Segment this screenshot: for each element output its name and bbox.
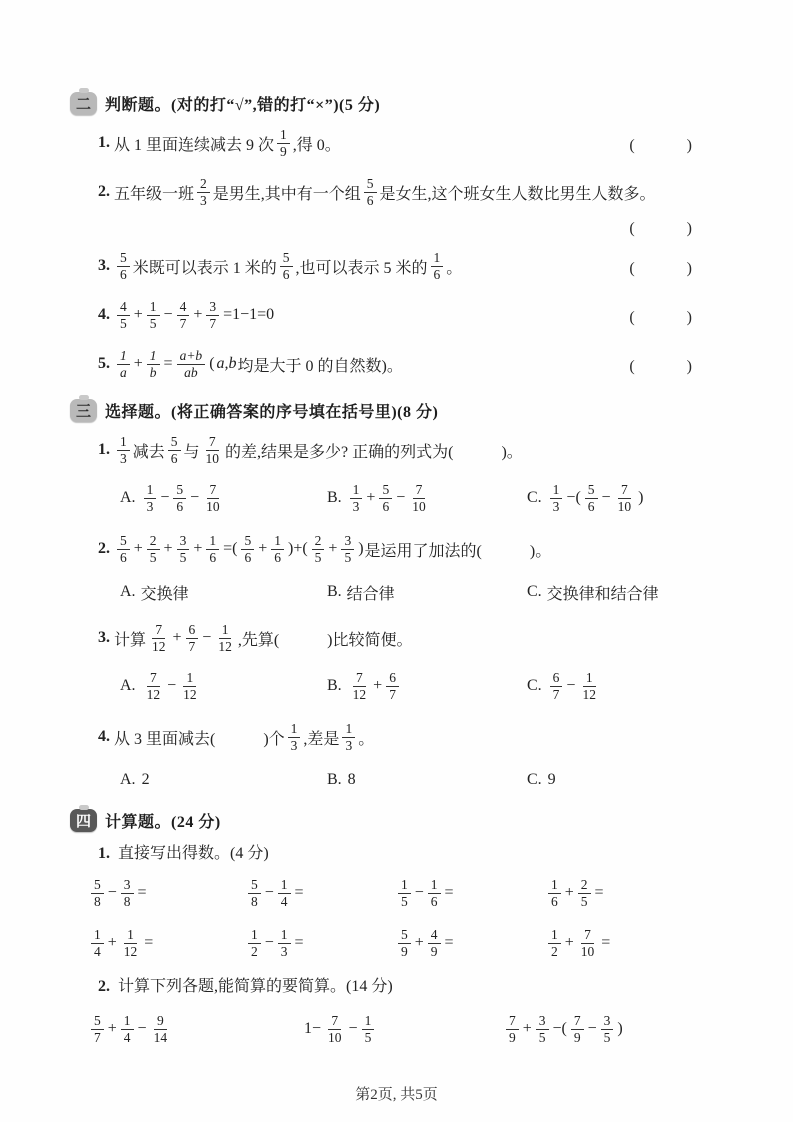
option-text	[347, 771, 357, 789]
fraction: $\frac{1}{12}$	[183, 670, 197, 702]
option-b	[327, 581, 527, 604]
fraction: $\frac{4}{5}$	[117, 299, 130, 330]
section-calculation	[70, 809, 693, 1050]
option-label: A.	[120, 771, 136, 788]
section-header	[70, 809, 693, 832]
text: 计算	[114, 631, 147, 649]
fraction: $\frac{7}{10}$	[580, 927, 595, 959]
math-text: +	[193, 306, 203, 323]
math-text: =	[294, 934, 304, 951]
fraction: $\frac{7}{9}$	[571, 1013, 584, 1044]
text: 的差,结果是多少? 正确的列式为( )。	[225, 443, 523, 461]
answer-bracket: ( )	[629, 357, 693, 375]
fraction: $\frac{7}{12}$	[152, 622, 166, 654]
options-row	[120, 666, 693, 706]
math-text: =	[444, 934, 454, 951]
fraction: $\frac{7}{10}$	[328, 1013, 342, 1045]
question-text	[114, 127, 341, 158]
math-text: −	[348, 1020, 358, 1037]
option-b	[327, 482, 527, 513]
fraction: $\frac{1}{6}$	[206, 533, 219, 564]
judge-question-3	[98, 245, 693, 287]
option-c	[527, 670, 693, 701]
fraction: $\frac{3}{7}$	[206, 299, 219, 330]
math-text: =	[294, 884, 304, 901]
answer-bracket: ( )	[629, 308, 693, 326]
text: 五年级一班	[114, 185, 195, 203]
text: 均是大于 0 的自然数)。	[237, 357, 403, 375]
expression	[303, 1013, 503, 1044]
math-text: 8	[347, 771, 356, 788]
answer-bracket-row	[70, 215, 693, 238]
math-text: +	[107, 934, 117, 951]
section-header	[70, 92, 693, 115]
sub-question-title	[98, 973, 693, 996]
question-number: 3.	[98, 629, 110, 646]
math-text: +	[522, 1020, 532, 1037]
math-text: =	[444, 884, 454, 901]
option-c	[527, 581, 693, 604]
expression	[395, 877, 545, 908]
section-number-badge: 四	[70, 809, 97, 832]
math-text: =	[163, 355, 173, 372]
choice-question-3	[98, 617, 693, 659]
math-text: +	[172, 629, 182, 646]
option-text	[547, 581, 659, 604]
question-number: 4.	[98, 728, 110, 745]
question-number: 5.	[98, 355, 110, 372]
math-text: =	[137, 884, 147, 901]
fraction: $\frac{1}{3}$	[342, 721, 355, 752]
fraction: $\frac{1}{4}$	[121, 1013, 134, 1044]
section-multiple-choice	[70, 399, 693, 795]
text: 。	[358, 730, 375, 748]
math-text: −	[566, 677, 576, 694]
math-text: )	[638, 489, 644, 506]
fraction: $\frac{5}{6}$	[241, 533, 254, 564]
fraction: $\frac{4}{7}$	[177, 299, 190, 330]
text: 从 3 里面减去( )个	[114, 730, 285, 748]
math-text: +	[107, 1020, 117, 1037]
expression	[503, 1013, 693, 1044]
fraction: $\frac{1}{9}$	[277, 127, 290, 158]
math-text: −	[264, 934, 274, 951]
math-text: +	[328, 540, 338, 557]
math-text: −	[137, 1020, 147, 1037]
math-text: −	[601, 489, 611, 506]
math-text: +	[193, 540, 203, 557]
option-a	[120, 670, 327, 701]
math-text: −	[163, 306, 173, 323]
section-title: 计算题。(24 分)	[105, 814, 221, 831]
fraction: $\frac{1}{6}$	[548, 877, 561, 908]
fraction: $\frac{7}{9}$	[506, 1013, 519, 1044]
expression	[88, 877, 245, 908]
fraction: $\frac{7}{12}$	[146, 670, 161, 702]
fraction: $\frac{7}{10}$	[206, 482, 220, 514]
question-number: 2.	[98, 183, 110, 200]
question-text	[114, 176, 656, 207]
option-b	[327, 670, 527, 701]
math-text: +	[133, 540, 143, 557]
fraction: $\frac{3}{5}$	[177, 533, 190, 564]
option-text	[547, 670, 602, 701]
fraction: $\frac{1}{12}$	[218, 622, 232, 654]
fraction: $\frac{6}{7}$	[386, 670, 399, 701]
option-c	[527, 771, 693, 789]
math-text: −	[264, 884, 274, 901]
fraction: $\frac{5}{6}$	[173, 482, 186, 513]
choice-question-4	[98, 716, 693, 758]
text: 。	[446, 259, 463, 277]
math-text: −	[160, 489, 170, 506]
math-text: (	[209, 355, 215, 372]
page-footer: 第2页, 共5页	[355, 1087, 438, 1103]
option-label: C.	[527, 771, 542, 788]
fraction: $\frac{5}{6}$	[364, 176, 377, 207]
math-text: −	[414, 884, 424, 901]
question-text	[114, 622, 413, 653]
judge-question-5	[98, 343, 693, 385]
text: ,差是	[303, 730, 340, 748]
fraction: $\frac{5}{6}$	[379, 482, 392, 513]
text: 与	[183, 443, 200, 461]
question-number: 2.	[98, 978, 110, 995]
fraction: $\frac{1}{3}$	[350, 482, 363, 513]
math-text: +	[414, 934, 424, 951]
question-text	[114, 434, 523, 465]
fraction: $\frac{7}{10}$	[205, 434, 220, 466]
simplify-row	[88, 1008, 693, 1050]
fraction: $\frac{1}{4}$	[278, 877, 291, 908]
option-label: C.	[527, 677, 542, 694]
math-text: −	[202, 629, 212, 646]
expression	[395, 927, 545, 958]
option-a	[120, 771, 327, 789]
variable-text: a,b	[216, 355, 237, 372]
math-text: +	[133, 355, 143, 372]
fraction: $\frac{9}{14}$	[153, 1013, 168, 1045]
expression	[88, 927, 245, 958]
text: 减去	[132, 443, 165, 461]
expression	[245, 927, 395, 958]
fraction: $\frac{1}{5}$	[362, 1013, 375, 1044]
choice-question-1	[98, 429, 693, 471]
fraction: $\frac{5}{6}$	[117, 250, 130, 281]
answer-bracket: ( )	[629, 136, 693, 154]
option-text	[547, 482, 645, 513]
text: ,也可以表示 5 米的	[295, 259, 428, 277]
option-text	[347, 670, 402, 701]
fraction: $\frac{5}{8}$	[91, 877, 104, 908]
math-text: 1−	[304, 1020, 322, 1037]
math-text: −	[396, 489, 406, 506]
math-text: −	[587, 1020, 597, 1037]
fraction: $\frac{3}{5}$	[601, 1013, 614, 1044]
text: 交换律和结合律	[546, 585, 659, 603]
mental-math-row-2	[88, 923, 693, 963]
math-text: 9	[547, 771, 556, 788]
math-text: +	[564, 934, 574, 951]
fraction: $\frac{5}{6}$	[585, 482, 598, 513]
math-text: )	[617, 1020, 623, 1037]
question-number: 2.	[98, 540, 110, 557]
text: 交换律	[140, 585, 189, 603]
fraction: $\frac{3}{8}$	[121, 877, 134, 908]
option-label: A.	[120, 583, 136, 600]
math-text: =1−1=0	[223, 306, 275, 323]
section-title: 选择题。(将正确答案的序号填在括号里)(8 分)	[105, 404, 439, 421]
option-a	[120, 581, 327, 604]
fraction: $\frac{1}{3}$	[117, 434, 130, 465]
fraction: $\frac{1}{3}$	[288, 721, 301, 752]
math-text: −(	[552, 1020, 567, 1037]
option-label: B.	[327, 677, 342, 694]
math-text: +	[366, 489, 376, 506]
judge-question-2	[98, 171, 693, 213]
option-label: C.	[527, 583, 542, 600]
fraction: $\frac{5}{7}$	[91, 1013, 104, 1044]
option-text	[547, 771, 557, 789]
option-text	[141, 670, 203, 701]
math-text: =	[601, 934, 611, 951]
options-row	[120, 577, 693, 607]
option-text	[347, 482, 432, 513]
option-b	[327, 771, 527, 789]
option-a	[120, 482, 327, 513]
text: 从 1 里面连续减去 9 次	[114, 136, 275, 154]
option-text	[347, 581, 395, 604]
section-number-badge: 三	[70, 399, 97, 422]
math-text: =(	[223, 540, 238, 557]
fraction: $\frac{1}{12}$	[582, 670, 596, 702]
text: ,得 0。	[292, 136, 341, 154]
fraction: $\frac{5}{9}$	[398, 927, 411, 958]
fraction: $\frac{6}{7}$	[550, 670, 563, 701]
fraction: $\frac{6}{7}$	[186, 622, 199, 653]
fraction: $\frac{7}{12}$	[352, 670, 367, 702]
math-text: +	[133, 306, 143, 323]
option-label: A.	[120, 489, 136, 506]
mental-math-row-1	[88, 873, 693, 913]
question-number: 4.	[98, 306, 110, 323]
fraction: $\frac{1}{3}$	[144, 482, 157, 513]
answer-bracket: ( )	[629, 220, 693, 237]
fraction: $\frac{1}{3}$	[550, 482, 563, 513]
option-label: B.	[327, 771, 342, 788]
question-text	[114, 250, 462, 281]
fraction: $\frac{4}{9}$	[428, 927, 441, 958]
math-text: )+(	[287, 540, 308, 557]
text: 是运用了加法的( )。	[364, 542, 552, 560]
math-text: +	[373, 677, 383, 694]
judge-question-1	[98, 122, 693, 164]
section-title: 判断题。(对的打“√”,错的打“×”)(5 分)	[105, 97, 381, 114]
question-number: 3.	[98, 257, 110, 274]
text: 是男生,其中有一个组	[212, 185, 361, 203]
sub-title-text: 计算下列各题,能简算的要简算。(14 分)	[118, 978, 393, 995]
fraction: $\frac{1}{5}$	[398, 877, 411, 908]
fraction: $\frac{2}{5}$	[147, 533, 160, 564]
choice-question-2	[98, 528, 693, 570]
options-row	[120, 478, 693, 518]
math-text: −	[167, 677, 177, 694]
fraction: $\frac{1}{b}$	[147, 348, 160, 379]
question-text	[114, 348, 403, 379]
math-text: −	[107, 884, 117, 901]
text: 是女生,这个班女生人数比男生人数多。	[379, 185, 656, 203]
text: 米既可以表示 1 米的	[132, 259, 277, 277]
math-text: 2	[141, 771, 150, 788]
fraction: $\frac{2}{5}$	[578, 877, 591, 908]
fraction: $\frac{1}{2}$	[548, 927, 561, 958]
fraction: $\frac{7}{10}$	[412, 482, 426, 514]
math-text: +	[163, 540, 173, 557]
question-number: 1.	[98, 134, 110, 151]
sub-question-title	[98, 840, 693, 863]
fraction: $\frac{7}{10}$	[617, 482, 632, 514]
expression	[545, 927, 693, 958]
option-label: B.	[327, 489, 342, 506]
expression	[245, 877, 395, 908]
math-text: −(	[566, 489, 581, 506]
fraction: $\frac{1}{6}$	[428, 877, 441, 908]
question-text	[114, 299, 275, 330]
section-judgement	[70, 92, 693, 385]
fraction: $\frac{a+b}{ab}$	[177, 348, 206, 379]
text: 结合律	[346, 585, 395, 603]
judge-question-4	[98, 294, 693, 336]
section-number-badge: 二	[70, 92, 97, 115]
fraction: $\frac{1}{3}$	[278, 927, 291, 958]
options-row	[120, 765, 693, 795]
math-text: )	[358, 540, 364, 557]
expression	[545, 877, 693, 908]
option-text	[141, 482, 226, 513]
fraction: $\frac{3}{5}$	[341, 533, 354, 564]
math-text: −	[190, 489, 200, 506]
section-header	[70, 399, 693, 422]
fraction: $\frac{5}{6}$	[117, 533, 130, 564]
fraction: $\frac{1}{6}$	[431, 250, 444, 281]
text: ,先算( )比较简便。	[237, 631, 413, 649]
math-text: =	[144, 934, 154, 951]
fraction: $\frac{5}{6}$	[280, 250, 293, 281]
expression	[88, 1013, 303, 1044]
fraction: $\frac{1}{6}$	[271, 533, 284, 564]
fraction: $\frac{1}{5}$	[147, 299, 160, 330]
option-text	[141, 581, 189, 604]
math-text: =	[594, 884, 604, 901]
option-c	[527, 482, 693, 513]
fraction: $\frac{3}{5}$	[536, 1013, 549, 1044]
question-number: 1.	[98, 845, 110, 862]
fraction: $\frac{1}{2}$	[248, 927, 261, 958]
fraction: $\frac{1}{12}$	[123, 927, 138, 959]
math-text: +	[258, 540, 268, 557]
exam-page-content	[70, 78, 693, 1062]
fraction: $\frac{1}{a}$	[117, 348, 130, 379]
sub-title-text: 直接写出得数。(4 分)	[118, 845, 269, 862]
option-label: B.	[327, 583, 342, 600]
option-text	[141, 771, 151, 789]
fraction: $\frac{5}{6}$	[168, 434, 181, 465]
fraction: $\frac{2}{5}$	[312, 533, 325, 564]
math-text: +	[564, 884, 574, 901]
fraction: $\frac{1}{4}$	[91, 927, 104, 958]
fraction: $\frac{5}{8}$	[248, 877, 261, 908]
fraction: $\frac{2}{3}$	[197, 176, 210, 207]
option-label: A.	[120, 677, 136, 694]
question-number: 1.	[98, 441, 110, 458]
question-text	[114, 533, 551, 564]
answer-bracket: ( )	[629, 259, 693, 277]
option-label: C.	[527, 489, 542, 506]
question-text	[114, 721, 374, 752]
